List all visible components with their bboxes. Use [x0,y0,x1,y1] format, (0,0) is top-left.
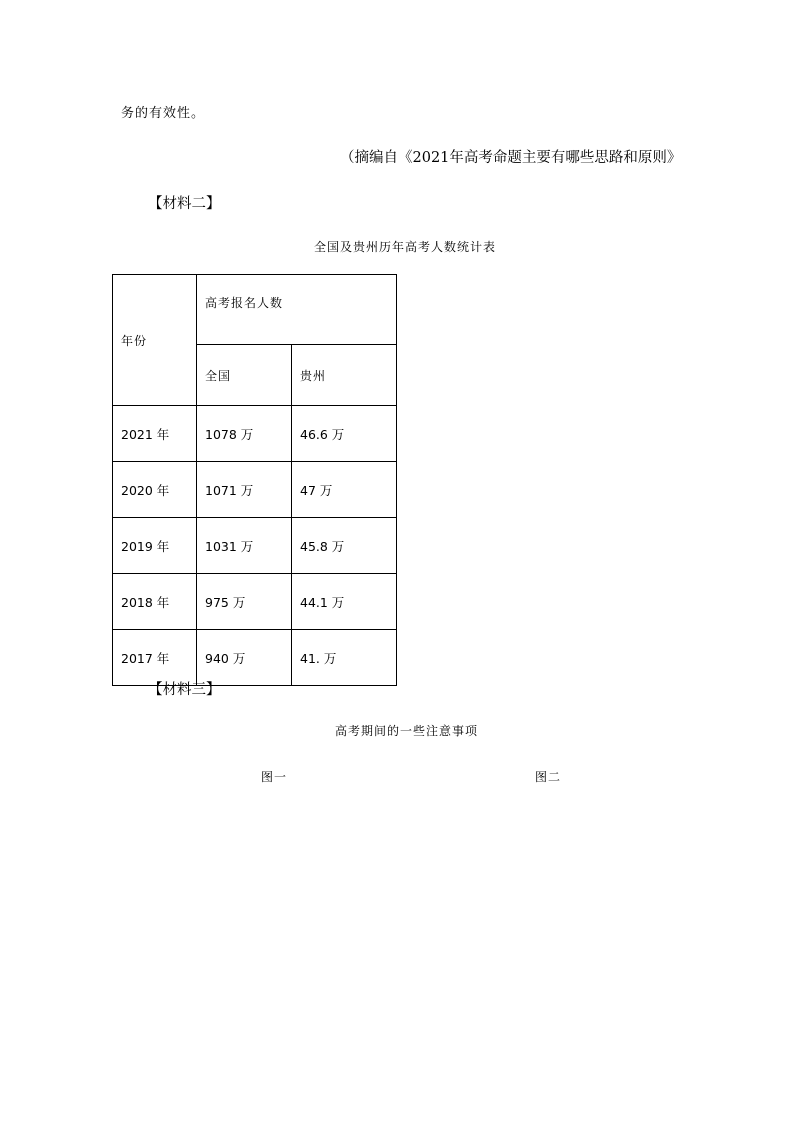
header-national: 全国 [197,345,292,406]
cell-year: 2017 年 [113,630,197,686]
cell-national: 940 万 [197,630,292,686]
table-header-row [113,275,397,345]
header-year: 年份 [113,275,197,406]
table-row [113,518,397,574]
table-row [113,462,397,518]
cell-national: 1078 万 [197,406,292,462]
cell-guizhou: 45.8 万 [292,518,397,574]
cell-guizhou: 47 万 [292,462,397,518]
header-guizhou: 贵州 [292,345,397,406]
table-row [113,574,397,630]
material-three-heading: 【材料三】 [148,682,221,698]
cell-guizhou: 46.6 万 [292,406,397,462]
table-title: 全国及贵州历年高考人数统计表 [314,240,497,254]
cell-year: 2021 年 [113,406,197,462]
cell-national: 1031 万 [197,518,292,574]
enrollment-table [112,274,397,686]
cell-year: 2018 年 [113,574,197,630]
source-citation: （摘编自《2021年高考命题主要有哪些思路和原则》 [340,150,682,166]
cell-guizhou: 41. 万 [292,630,397,686]
table-row [113,406,397,462]
cell-national: 1071 万 [197,462,292,518]
figure-two-caption: 图二 [535,770,562,784]
figure-one-caption: 图一 [261,770,288,784]
material-two-heading: 【材料二】 [148,196,221,212]
notes-title: 高考期间的一些注意事项 [335,724,479,738]
cell-guizhou: 44.1 万 [292,574,397,630]
cell-national: 975 万 [197,574,292,630]
paragraph-tail: 务的有效性。 [121,106,206,121]
cell-year: 2020 年 [113,462,197,518]
header-enrollment-count: 高考报名人数 [197,275,397,345]
cell-year: 2019 年 [113,518,197,574]
